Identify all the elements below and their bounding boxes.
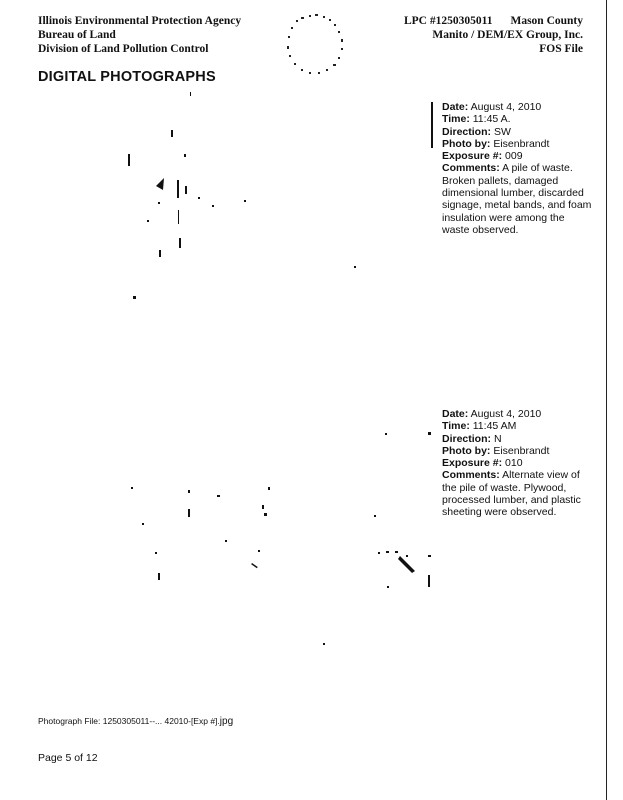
date-label: Date: [442,408,469,420]
time-value: 11:45 AM [472,420,517,433]
photo-filename [38,716,233,727]
agency-name: Illinois Environmental Protection Agency [38,15,242,27]
date-row [442,101,592,113]
division-name: Division of Land Pollution Control [38,43,209,55]
photo-details [442,408,592,519]
time-row [442,113,592,125]
exposure-row [442,150,592,162]
site-name: Manito / DEM/EX Group, Inc. [432,29,583,41]
direction-value: N [493,432,502,445]
exposure-label: Exposure #: [442,150,503,163]
time-label: Time: [442,420,470,433]
comments-row [442,162,592,236]
exposure-label: Exposure #: [442,457,503,470]
lpc-number: LPC #1250305011 [403,15,493,27]
comments-value: Alternate view of the pile of waste. Plywood, processed lumber, and plastic sheeting were observed. [442,469,581,519]
exposure-row [442,457,592,469]
county-name: Mason County [510,15,583,27]
page-number: Page 5 of 12 [38,752,98,764]
scan-mark [428,432,431,435]
direction-row [442,126,592,138]
agency-block [38,14,241,56]
direction-value: SW [493,125,511,138]
lpc-block [404,14,583,56]
photo-details [442,101,592,236]
exposure-value: 009 [505,150,523,163]
date-row [442,408,592,420]
bureau-name: Bureau of Land [38,29,116,41]
photo-placeholder-icon [38,395,434,695]
filename-text: Photograph File: 1250305011--... 42010-[Exp #]. [38,716,220,726]
lpc-line [404,14,583,28]
photo-placeholder-icon [38,92,434,392]
time-row [442,420,592,432]
photo-by-row [442,138,592,150]
seal-icon [282,12,348,78]
comments-label: Comments: [442,162,500,175]
time-value: 11:45 A. [472,113,511,126]
photo-by-value: Eisenbrandt [493,444,550,457]
exposure-value: 010 [505,457,523,470]
direction-label: Direction: [442,125,492,138]
date-label: Date: [442,101,469,113]
photo-by-label: Photo by: [442,137,491,150]
page-edge [606,0,607,800]
filename-ext: jpg [219,716,234,727]
time-label: Time: [442,113,470,126]
comments-value: A pile of waste. Broken pallets, damaged dimensional lumber, discarded signage, metal bands, and foam insulation were among the waste observed. [442,162,592,236]
file-type: FOS File [539,43,583,55]
date-value: August 4, 2010 [470,101,542,113]
date-value: August 4, 2010 [470,408,542,420]
direction-label: Direction: [442,432,492,445]
photo-by-label: Photo by: [442,444,491,457]
scan-mark [431,102,433,148]
page-title: DIGITAL PHOTOGRAPHS [38,69,216,85]
comments-label: Comments: [442,469,500,482]
photo-by-row [442,445,592,457]
photo-by-value: Eisenbrandt [493,137,550,150]
direction-row [442,433,592,445]
comments-row [442,469,592,518]
